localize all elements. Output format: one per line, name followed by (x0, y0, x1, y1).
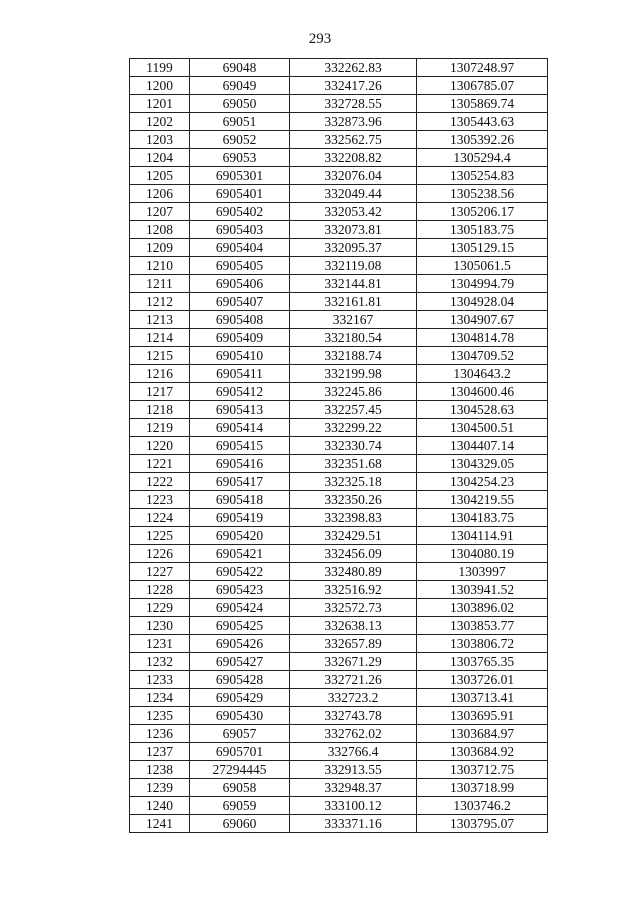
table-row (130, 221, 548, 239)
y-coordinate-cell: 1304407.14 (417, 437, 548, 455)
table-row (130, 257, 548, 275)
y-coordinate-cell: 1303684.92 (417, 743, 548, 761)
x-coordinate-cell: 332049.44 (290, 185, 417, 203)
x-coordinate-cell: 332076.04 (290, 167, 417, 185)
table-row (130, 617, 548, 635)
point-id-cell: 69048 (190, 59, 290, 77)
point-id-cell: 6905430 (190, 707, 290, 725)
row-number-cell: 1230 (130, 617, 190, 635)
x-coordinate-cell: 332721.26 (290, 671, 417, 689)
point-id-cell: 6905429 (190, 689, 290, 707)
x-coordinate-cell: 332671.29 (290, 653, 417, 671)
table-row (130, 311, 548, 329)
point-id-cell: 6905404 (190, 239, 290, 257)
row-number-cell: 1216 (130, 365, 190, 383)
y-coordinate-cell: 1303718.99 (417, 779, 548, 797)
table-row (130, 167, 548, 185)
point-id-cell: 6905427 (190, 653, 290, 671)
row-number-cell: 1205 (130, 167, 190, 185)
x-coordinate-cell: 332398.83 (290, 509, 417, 527)
x-coordinate-cell: 332325.18 (290, 473, 417, 491)
table-row (130, 185, 548, 203)
y-coordinate-cell: 1304329.05 (417, 455, 548, 473)
x-coordinate-cell: 332948.37 (290, 779, 417, 797)
y-coordinate-cell: 1304080.19 (417, 545, 548, 563)
y-coordinate-cell: 1303746.2 (417, 797, 548, 815)
table-row (130, 599, 548, 617)
table-row (130, 779, 548, 797)
y-coordinate-cell: 1305443.63 (417, 113, 548, 131)
row-number-cell: 1226 (130, 545, 190, 563)
row-number-cell: 1225 (130, 527, 190, 545)
x-coordinate-cell: 332480.89 (290, 563, 417, 581)
row-number-cell: 1220 (130, 437, 190, 455)
x-coordinate-cell: 332119.08 (290, 257, 417, 275)
point-id-cell: 6905415 (190, 437, 290, 455)
y-coordinate-cell: 1304814.78 (417, 329, 548, 347)
y-coordinate-cell: 1305254.83 (417, 167, 548, 185)
y-coordinate-cell: 1305129.15 (417, 239, 548, 257)
table-row (130, 725, 548, 743)
point-id-cell: 6905417 (190, 473, 290, 491)
point-id-cell: 6905403 (190, 221, 290, 239)
y-coordinate-cell: 1305392.26 (417, 131, 548, 149)
x-coordinate-cell: 332728.55 (290, 95, 417, 113)
table-row (130, 689, 548, 707)
x-coordinate-cell: 332456.09 (290, 545, 417, 563)
table-row (130, 383, 548, 401)
page-number: 293 (308, 31, 332, 47)
table-row (130, 149, 548, 167)
row-number-cell: 1207 (130, 203, 190, 221)
row-number-cell: 1217 (130, 383, 190, 401)
table-row (130, 545, 548, 563)
point-id-cell: 27294445 (190, 761, 290, 779)
table-row (130, 95, 548, 113)
table-body (130, 59, 548, 833)
y-coordinate-cell: 1304219.55 (417, 491, 548, 509)
x-coordinate-cell: 332913.55 (290, 761, 417, 779)
y-coordinate-cell: 1304528.63 (417, 401, 548, 419)
point-id-cell: 6905408 (190, 311, 290, 329)
row-number-cell: 1240 (130, 797, 190, 815)
table-row (130, 437, 548, 455)
table-row (130, 401, 548, 419)
row-number-cell: 1214 (130, 329, 190, 347)
table-row (130, 293, 548, 311)
y-coordinate-cell: 1303726.01 (417, 671, 548, 689)
x-coordinate-cell: 332657.89 (290, 635, 417, 653)
y-coordinate-cell: 1303941.52 (417, 581, 548, 599)
table-row (130, 455, 548, 473)
row-number-cell: 1208 (130, 221, 190, 239)
x-coordinate-cell: 332638.13 (290, 617, 417, 635)
x-coordinate-cell: 332167 (290, 311, 417, 329)
row-number-cell: 1221 (130, 455, 190, 473)
table-row (130, 59, 548, 77)
point-id-cell: 6905425 (190, 617, 290, 635)
point-id-cell: 6905405 (190, 257, 290, 275)
y-coordinate-cell: 1304709.52 (417, 347, 548, 365)
y-coordinate-cell: 1303853.77 (417, 617, 548, 635)
x-coordinate-cell: 332762.02 (290, 725, 417, 743)
table-row (130, 761, 548, 779)
row-number-cell: 1229 (130, 599, 190, 617)
point-id-cell: 6905409 (190, 329, 290, 347)
x-coordinate-cell: 332330.74 (290, 437, 417, 455)
table-row (130, 203, 548, 221)
point-id-cell: 6905426 (190, 635, 290, 653)
table-row (130, 743, 548, 761)
row-number-cell: 1231 (130, 635, 190, 653)
x-coordinate-cell: 332516.92 (290, 581, 417, 599)
row-number-cell: 1203 (130, 131, 190, 149)
x-coordinate-cell: 332350.26 (290, 491, 417, 509)
y-coordinate-cell: 1304114.91 (417, 527, 548, 545)
x-coordinate-cell: 332161.81 (290, 293, 417, 311)
table-row (130, 671, 548, 689)
row-number-cell: 1235 (130, 707, 190, 725)
x-coordinate-cell: 332723.2 (290, 689, 417, 707)
row-number-cell: 1211 (130, 275, 190, 293)
y-coordinate-cell: 1305183.75 (417, 221, 548, 239)
row-number-cell: 1239 (130, 779, 190, 797)
table-row (130, 797, 548, 815)
point-id-cell: 6905423 (190, 581, 290, 599)
table-row (130, 815, 548, 833)
row-number-cell: 1218 (130, 401, 190, 419)
x-coordinate-cell: 332743.78 (290, 707, 417, 725)
point-id-cell: 6905418 (190, 491, 290, 509)
y-coordinate-cell: 1303997 (417, 563, 548, 581)
row-number-cell: 1234 (130, 689, 190, 707)
row-number-cell: 1202 (130, 113, 190, 131)
row-number-cell: 1224 (130, 509, 190, 527)
table-row (130, 563, 548, 581)
point-id-cell: 6905412 (190, 383, 290, 401)
x-coordinate-cell: 332144.81 (290, 275, 417, 293)
point-id-cell: 6905411 (190, 365, 290, 383)
table-row (130, 347, 548, 365)
y-coordinate-cell: 1303684.97 (417, 725, 548, 743)
x-coordinate-cell: 332417.26 (290, 77, 417, 95)
table-row (130, 509, 548, 527)
point-id-cell: 6905413 (190, 401, 290, 419)
row-number-cell: 1237 (130, 743, 190, 761)
row-number-cell: 1200 (130, 77, 190, 95)
y-coordinate-cell: 1304907.67 (417, 311, 548, 329)
x-coordinate-cell: 332180.54 (290, 329, 417, 347)
x-coordinate-cell: 333100.12 (290, 797, 417, 815)
y-coordinate-cell: 1305061.5 (417, 257, 548, 275)
x-coordinate-cell: 332262.83 (290, 59, 417, 77)
table-row (130, 275, 548, 293)
table-row (130, 239, 548, 257)
table-row (130, 527, 548, 545)
table-row (130, 707, 548, 725)
point-id-cell: 69057 (190, 725, 290, 743)
row-number-cell: 1212 (130, 293, 190, 311)
table-row (130, 653, 548, 671)
point-id-cell: 6905419 (190, 509, 290, 527)
y-coordinate-cell: 1304183.75 (417, 509, 548, 527)
table-row (130, 131, 548, 149)
row-number-cell: 1209 (130, 239, 190, 257)
table-row (130, 365, 548, 383)
row-number-cell: 1219 (130, 419, 190, 437)
row-number-cell: 1223 (130, 491, 190, 509)
y-coordinate-cell: 1305869.74 (417, 95, 548, 113)
table-row (130, 473, 548, 491)
point-id-cell: 69059 (190, 797, 290, 815)
x-coordinate-cell: 332572.73 (290, 599, 417, 617)
table-row (130, 635, 548, 653)
point-id-cell: 69050 (190, 95, 290, 113)
y-coordinate-cell: 1304254.23 (417, 473, 548, 491)
table-row (130, 491, 548, 509)
row-number-cell: 1206 (130, 185, 190, 203)
point-id-cell: 6905414 (190, 419, 290, 437)
x-coordinate-cell: 332095.37 (290, 239, 417, 257)
point-id-cell: 69051 (190, 113, 290, 131)
y-coordinate-cell: 1304994.79 (417, 275, 548, 293)
row-number-cell: 1238 (130, 761, 190, 779)
y-coordinate-cell: 1303695.91 (417, 707, 548, 725)
x-coordinate-cell: 332766.4 (290, 743, 417, 761)
x-coordinate-cell: 332208.82 (290, 149, 417, 167)
row-number-cell: 1213 (130, 311, 190, 329)
y-coordinate-cell: 1307248.97 (417, 59, 548, 77)
y-coordinate-cell: 1304643.2 (417, 365, 548, 383)
x-coordinate-cell: 332245.86 (290, 383, 417, 401)
x-coordinate-cell: 332873.96 (290, 113, 417, 131)
point-id-cell: 6905424 (190, 599, 290, 617)
y-coordinate-cell: 1304600.46 (417, 383, 548, 401)
x-coordinate-cell: 332257.45 (290, 401, 417, 419)
row-number-cell: 1222 (130, 473, 190, 491)
x-coordinate-cell: 332351.68 (290, 455, 417, 473)
point-id-cell: 6905402 (190, 203, 290, 221)
row-number-cell: 1199 (130, 59, 190, 77)
row-number-cell: 1232 (130, 653, 190, 671)
table-row (130, 581, 548, 599)
row-number-cell: 1241 (130, 815, 190, 833)
row-number-cell: 1204 (130, 149, 190, 167)
point-id-cell: 6905422 (190, 563, 290, 581)
y-coordinate-cell: 1304500.51 (417, 419, 548, 437)
point-id-cell: 6905421 (190, 545, 290, 563)
point-id-cell: 6905416 (190, 455, 290, 473)
point-id-cell: 69049 (190, 77, 290, 95)
y-coordinate-cell: 1306785.07 (417, 77, 548, 95)
point-id-cell: 6905406 (190, 275, 290, 293)
point-id-cell: 69052 (190, 131, 290, 149)
row-number-cell: 1215 (130, 347, 190, 365)
row-number-cell: 1233 (130, 671, 190, 689)
table-row (130, 329, 548, 347)
row-number-cell: 1227 (130, 563, 190, 581)
table-row (130, 113, 548, 131)
row-number-cell: 1210 (130, 257, 190, 275)
x-coordinate-cell: 332562.75 (290, 131, 417, 149)
point-id-cell: 69053 (190, 149, 290, 167)
point-id-cell: 6905407 (190, 293, 290, 311)
table-row (130, 77, 548, 95)
point-id-cell: 6905428 (190, 671, 290, 689)
point-id-cell: 6905701 (190, 743, 290, 761)
point-id-cell: 6905420 (190, 527, 290, 545)
point-id-cell: 69058 (190, 779, 290, 797)
y-coordinate-cell: 1303806.72 (417, 635, 548, 653)
x-coordinate-cell: 332199.98 (290, 365, 417, 383)
y-coordinate-cell: 1305238.56 (417, 185, 548, 203)
y-coordinate-cell: 1303765.35 (417, 653, 548, 671)
coordinates-table (129, 58, 548, 833)
row-number-cell: 1228 (130, 581, 190, 599)
row-number-cell: 1201 (130, 95, 190, 113)
point-id-cell: 6905410 (190, 347, 290, 365)
y-coordinate-cell: 1305206.17 (417, 203, 548, 221)
x-coordinate-cell: 333371.16 (290, 815, 417, 833)
row-number-cell: 1236 (130, 725, 190, 743)
x-coordinate-cell: 332188.74 (290, 347, 417, 365)
y-coordinate-cell: 1304928.04 (417, 293, 548, 311)
x-coordinate-cell: 332073.81 (290, 221, 417, 239)
y-coordinate-cell: 1303713.41 (417, 689, 548, 707)
y-coordinate-cell: 1303896.02 (417, 599, 548, 617)
y-coordinate-cell: 1303795.07 (417, 815, 548, 833)
point-id-cell: 69060 (190, 815, 290, 833)
y-coordinate-cell: 1305294.4 (417, 149, 548, 167)
table-row (130, 419, 548, 437)
point-id-cell: 6905401 (190, 185, 290, 203)
x-coordinate-cell: 332429.51 (290, 527, 417, 545)
y-coordinate-cell: 1303712.75 (417, 761, 548, 779)
x-coordinate-cell: 332053.42 (290, 203, 417, 221)
x-coordinate-cell: 332299.22 (290, 419, 417, 437)
point-id-cell: 6905301 (190, 167, 290, 185)
